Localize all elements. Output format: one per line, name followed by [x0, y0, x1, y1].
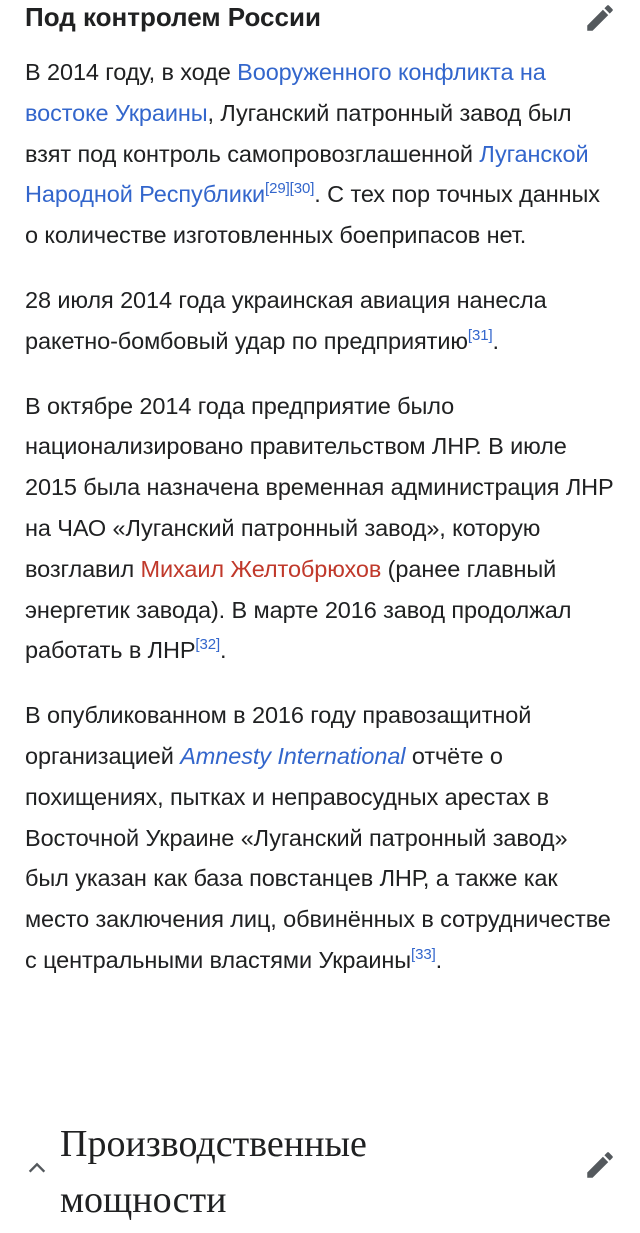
text: В 2014 году, в ходе [25, 59, 238, 85]
text: , Луганский патронный завод был взят под контроль самопровозглашенной [25, 99, 572, 167]
text: (ранее главный энергетик завода). В марте 2016 завод продолжал работать в ЛНР [25, 555, 572, 664]
text: В опубликованном в 2016 году правозащитной организацией [25, 702, 532, 769]
pencil-icon[interactable] [583, 1148, 617, 1182]
text: . [492, 327, 499, 354]
article-content [25, 52, 617, 1005]
subsection-heading: Под контролем России [25, 2, 321, 32]
pencil-icon[interactable] [583, 1, 617, 35]
section-heading-production[interactable] [0, 1110, 640, 1220]
reference-30[interactable]: [30] [289, 180, 315, 198]
text: 28 июля 2014 года украинская авиация нанесла ракетно-бомбовый удар по предприятию [25, 286, 547, 354]
reference-29[interactable]: [29] [265, 180, 290, 198]
reference-31[interactable]: [31] [467, 326, 493, 344]
reference-33[interactable]: [33] [411, 945, 436, 963]
text: отчёте о похищениях, пытках и неправосудных арестах в Восточной Украине «Луганский патронный завод» был указан как база повстанцев ЛНР, а также как место заключения лиц, обвинённых в сотрудничестве с центральными властями Украины [25, 742, 611, 973]
text: . С тех пор точных данных о количестве изготовленных боеприпасов нет. [25, 181, 600, 249]
paragraph-3 [25, 386, 617, 672]
reference-32[interactable]: [32] [195, 636, 221, 654]
paragraph-2 [25, 280, 617, 362]
link-armed-conflict[interactable]: Вооруженного конфликта на востоке Украины [25, 59, 546, 126]
text: . [435, 946, 443, 973]
link-lnr[interactable]: Луганской Народной Республики [25, 140, 589, 208]
text: В октябре 2014 года предприятие было национализировано правительством ЛНР. В июле 2015 была назначена временная администрация ЛНР на ЧАО «Луганский патронный завод», которую возглавил [25, 392, 614, 582]
paragraph-1 [25, 52, 617, 256]
link-zheltobryukhov[interactable]: Михаил Желтобрюхов [140, 555, 382, 582]
link-amnesty-international[interactable]: Amnesty International [180, 742, 406, 769]
text: . [220, 637, 227, 664]
section-title: Производственные мощности [60, 1123, 367, 1221]
chevron-up-icon[interactable] [26, 1157, 48, 1179]
paragraph-4 [25, 695, 617, 981]
